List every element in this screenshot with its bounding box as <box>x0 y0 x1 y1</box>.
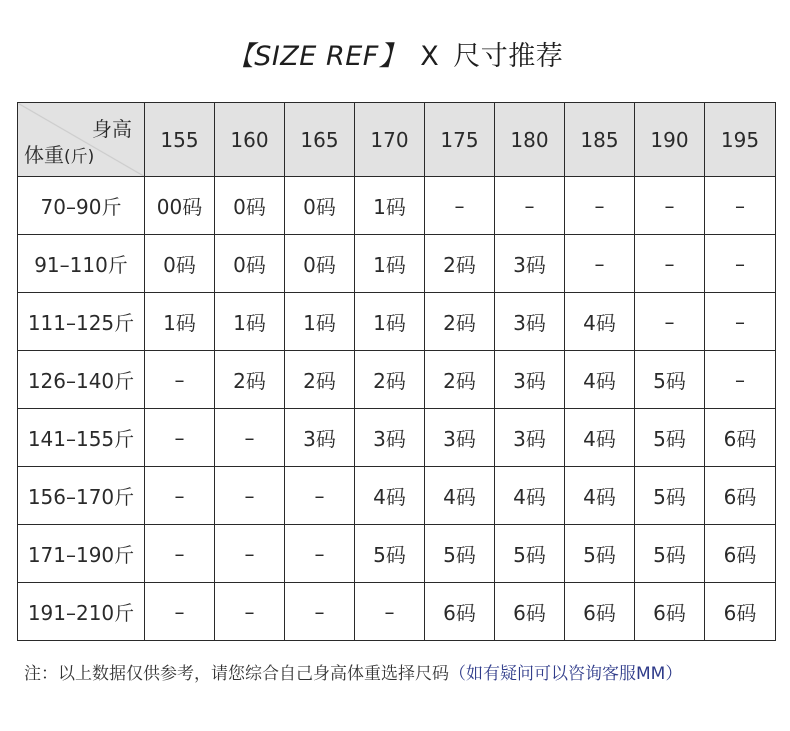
height-header-cell: 190 <box>635 103 705 177</box>
weight-axis-text: 体重 <box>24 143 64 167</box>
size-cell: 4码 <box>565 351 635 409</box>
size-cell: 3码 <box>425 409 495 467</box>
size-cell: 4码 <box>425 467 495 525</box>
footnote-text: 注：以上数据仅供参考，请您综合自己身高体重选择尺码 <box>24 664 449 684</box>
table-row <box>18 351 776 409</box>
size-cell: 6码 <box>565 583 635 641</box>
weight-range-cell: 126–140斤 <box>18 351 145 409</box>
size-cell: 4码 <box>565 293 635 351</box>
size-cell: – <box>705 293 776 351</box>
height-header-cell: 160 <box>215 103 285 177</box>
table-row <box>18 235 776 293</box>
size-cell: 0码 <box>215 235 285 293</box>
size-cell: 2码 <box>425 293 495 351</box>
height-axis-label: 身高 <box>92 117 132 141</box>
size-cell: 4码 <box>495 467 565 525</box>
height-header-cell: 155 <box>145 103 215 177</box>
size-cell: 5码 <box>355 525 425 583</box>
size-cell: 4码 <box>565 409 635 467</box>
height-header-cell: 170 <box>355 103 425 177</box>
title-cn: 尺寸推荐 <box>453 41 564 72</box>
footnote-contact: （如有疑问可以咨询客服MM） <box>449 664 683 684</box>
table-row <box>18 525 776 583</box>
table-row <box>18 409 776 467</box>
size-cell: 00码 <box>145 177 215 235</box>
size-cell: 1码 <box>355 235 425 293</box>
footnote <box>24 659 682 684</box>
size-cell: 6码 <box>705 409 776 467</box>
size-cell: – <box>145 409 215 467</box>
size-cell: 3码 <box>495 351 565 409</box>
size-cell: 4码 <box>355 467 425 525</box>
size-cell: 1码 <box>355 177 425 235</box>
weight-range-cell: 111–125斤 <box>18 293 145 351</box>
title-size-ref: 【SIZE REF】 <box>226 41 407 72</box>
size-cell: 5码 <box>425 525 495 583</box>
size-cell: – <box>495 177 565 235</box>
height-header-cell: 180 <box>495 103 565 177</box>
weight-axis-label <box>24 139 94 168</box>
size-cell: – <box>145 583 215 641</box>
size-cell: 5码 <box>635 351 705 409</box>
size-cell: 5码 <box>565 525 635 583</box>
size-cell: 1码 <box>145 293 215 351</box>
size-cell: – <box>215 525 285 583</box>
size-cell: – <box>145 525 215 583</box>
table-header-row <box>18 103 776 177</box>
size-cell: – <box>285 583 355 641</box>
size-cell: 2码 <box>355 351 425 409</box>
weight-unit-label: (斤) <box>64 147 95 167</box>
size-cell: 6码 <box>705 525 776 583</box>
title-separator: X <box>420 41 440 72</box>
size-cell: – <box>425 177 495 235</box>
size-cell: – <box>145 351 215 409</box>
size-cell: 1码 <box>355 293 425 351</box>
size-cell: 0码 <box>145 235 215 293</box>
table-row <box>18 583 776 641</box>
size-cell: 0码 <box>215 177 285 235</box>
size-cell: 1码 <box>285 293 355 351</box>
size-cell: 5码 <box>635 525 705 583</box>
size-cell: – <box>635 177 705 235</box>
weight-range-cell: 156–170斤 <box>18 467 145 525</box>
size-cell: 6码 <box>495 583 565 641</box>
size-cell: 4码 <box>565 467 635 525</box>
size-cell: – <box>635 293 705 351</box>
table-row <box>18 293 776 351</box>
size-cell: – <box>215 409 285 467</box>
weight-range-cell: 91–110斤 <box>18 235 145 293</box>
table-row <box>18 177 776 235</box>
size-cell: 6码 <box>425 583 495 641</box>
size-cell: – <box>565 235 635 293</box>
size-cell: 3码 <box>285 409 355 467</box>
size-cell: 2码 <box>425 351 495 409</box>
size-cell: – <box>635 235 705 293</box>
weight-range-cell: 70–90斤 <box>18 177 145 235</box>
size-cell: – <box>705 235 776 293</box>
page-title <box>0 34 790 73</box>
height-header-cell: 185 <box>565 103 635 177</box>
size-cell: – <box>215 583 285 641</box>
size-cell: – <box>285 525 355 583</box>
size-cell: – <box>145 467 215 525</box>
size-cell: 6码 <box>705 583 776 641</box>
size-cell: – <box>565 177 635 235</box>
size-cell: 3码 <box>355 409 425 467</box>
size-cell: 0码 <box>285 235 355 293</box>
height-header-cell: 165 <box>285 103 355 177</box>
size-cell: 5码 <box>635 467 705 525</box>
size-cell: 1码 <box>215 293 285 351</box>
weight-range-cell: 171–190斤 <box>18 525 145 583</box>
size-cell: 6码 <box>635 583 705 641</box>
size-cell: 5码 <box>495 525 565 583</box>
size-cell: – <box>705 177 776 235</box>
size-cell: 2码 <box>425 235 495 293</box>
size-cell: 3码 <box>495 409 565 467</box>
weight-range-cell: 141–155斤 <box>18 409 145 467</box>
size-cell: 2码 <box>215 351 285 409</box>
size-cell: 0码 <box>285 177 355 235</box>
table-corner-cell <box>18 103 145 177</box>
size-cell: 3码 <box>495 235 565 293</box>
table-row <box>18 467 776 525</box>
height-header-cell: 175 <box>425 103 495 177</box>
size-cell: 3码 <box>495 293 565 351</box>
height-header-cell: 195 <box>705 103 776 177</box>
size-chart-table <box>17 102 776 641</box>
size-cell: – <box>355 583 425 641</box>
size-cell: – <box>285 467 355 525</box>
size-cell: 6码 <box>705 467 776 525</box>
weight-range-cell: 191–210斤 <box>18 583 145 641</box>
size-cell: 5码 <box>635 409 705 467</box>
size-cell: 2码 <box>285 351 355 409</box>
size-cell: – <box>215 467 285 525</box>
size-cell: – <box>705 351 776 409</box>
